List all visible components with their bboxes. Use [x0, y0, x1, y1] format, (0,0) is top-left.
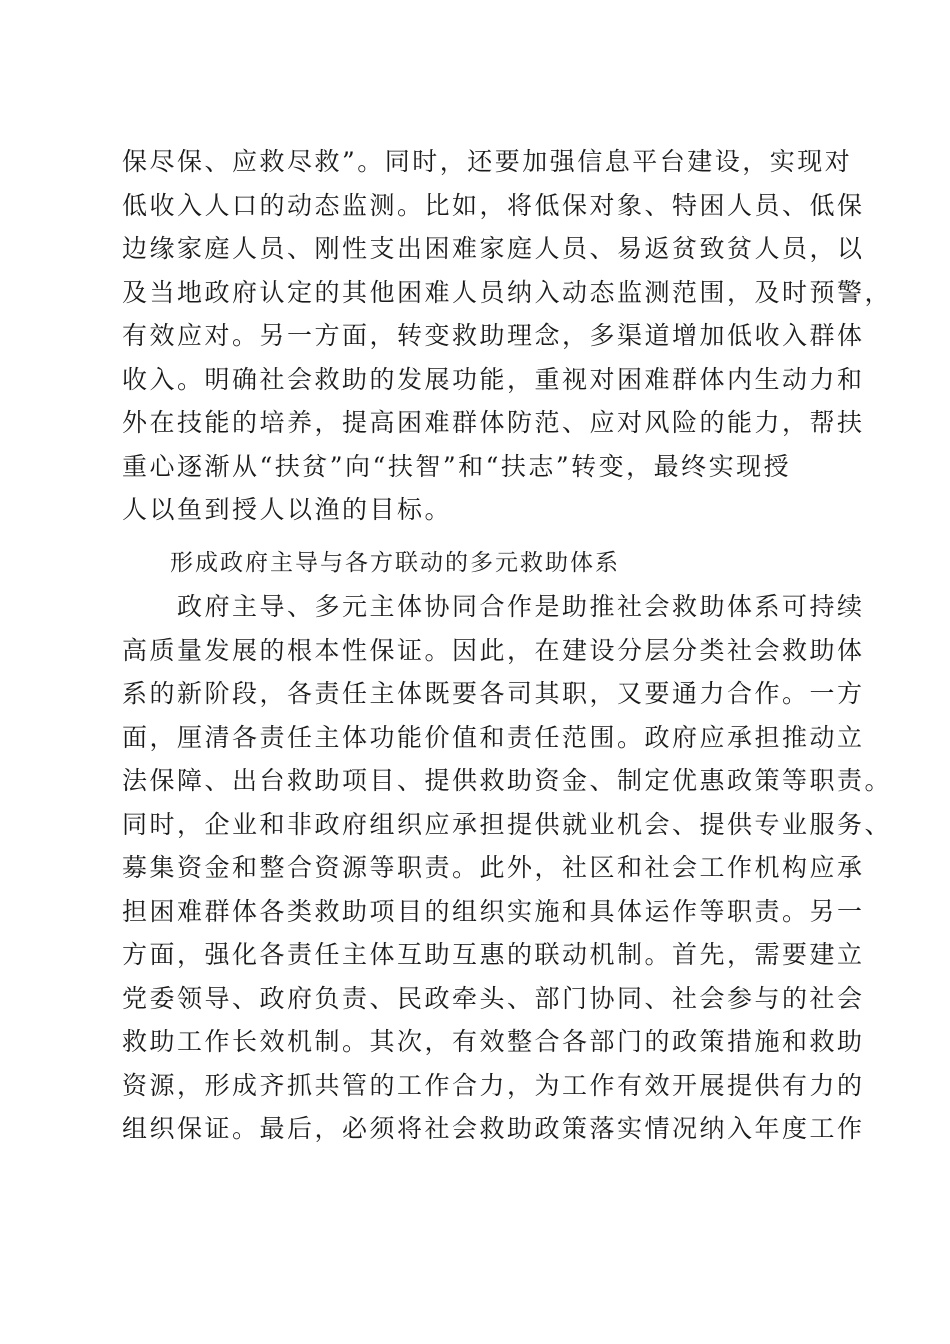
text-line: 保尽保、应救尽救”。同时，还要加强信息平台建设，实现对 [122, 147, 853, 176]
text-line: 高质量发展的根本性保证。因此，在建设分层分类社会救助体 [122, 635, 865, 665]
text-line: 组织保证。最后，必须将社会救助政策落实情况纳入年度工作 [122, 1114, 865, 1143]
text-line: 党委领导、政府负责、民政牵头、部门协同、社会参与的社会 [122, 983, 865, 1013]
paragraph-social-assistance-monitoring [122, 140, 893, 532]
text-line: 资源，形成齐抓共管的工作合力，为工作有效开展提供有力的 [122, 1070, 865, 1100]
paragraph-multi-party-assistance [122, 585, 893, 1151]
text-line: 低收入人口的动态监测。比如，将低保对象、特困人员、低保 [122, 190, 865, 220]
section-heading: 形成政府主导与各方联动的多元救助体系 [170, 550, 620, 576]
text-line: 担困难群体各类救助项目的组织实施和具体运作等职责。另一 [122, 896, 865, 926]
text-line: 同时，企业和非政府组织应承担提供就业机会、提供专业服务、 [122, 809, 893, 839]
text-line: 人以鱼到授人以渔的目标。 [122, 495, 453, 524]
text-line: 法保障、出台救助项目、提供救助资金、制定优惠政策等职责。 [122, 766, 893, 795]
text-line: 边缘家庭人员、刚性支出困难家庭人员、易返贫致贫人员，以 [122, 234, 865, 263]
text-line: 外在技能的培养，提高困难群体防范、应对风险的能力，帮扶 [122, 408, 865, 437]
text-line: 救助工作长效机制。其次，有效整合各部门的政策措施和救助 [122, 1027, 865, 1056]
text-line: 有效应对。另一方面，转变救助理念，多渠道增加低收入群体 [122, 321, 865, 350]
text-line: 政府主导、多元主体协同合作是助推社会救助体系可持续 [122, 592, 865, 621]
text-line: 方面，强化各责任主体互助互惠的联动机制。首先，需要建立 [122, 940, 865, 969]
text-line: 面，厘清各责任主体功能价值和责任范围。政府应承担推动立 [122, 722, 865, 752]
text-line: 募集资金和整合资源等职责。此外，社区和社会工作机构应承 [122, 853, 865, 882]
text-line: 系的新阶段，各责任主体既要各司其职，又要通力合作。一方 [122, 679, 865, 708]
text-line: 重心逐渐从“扶贫”向“扶智”和“扶志”转变，最终实现授 [122, 451, 792, 481]
text-line: 及当地政府认定的其他困难人员纳入动态监测范围，及时预警， [122, 277, 893, 307]
text-line: 收入。明确社会救助的发展功能，重视对困难群体内生动力和 [122, 364, 865, 394]
